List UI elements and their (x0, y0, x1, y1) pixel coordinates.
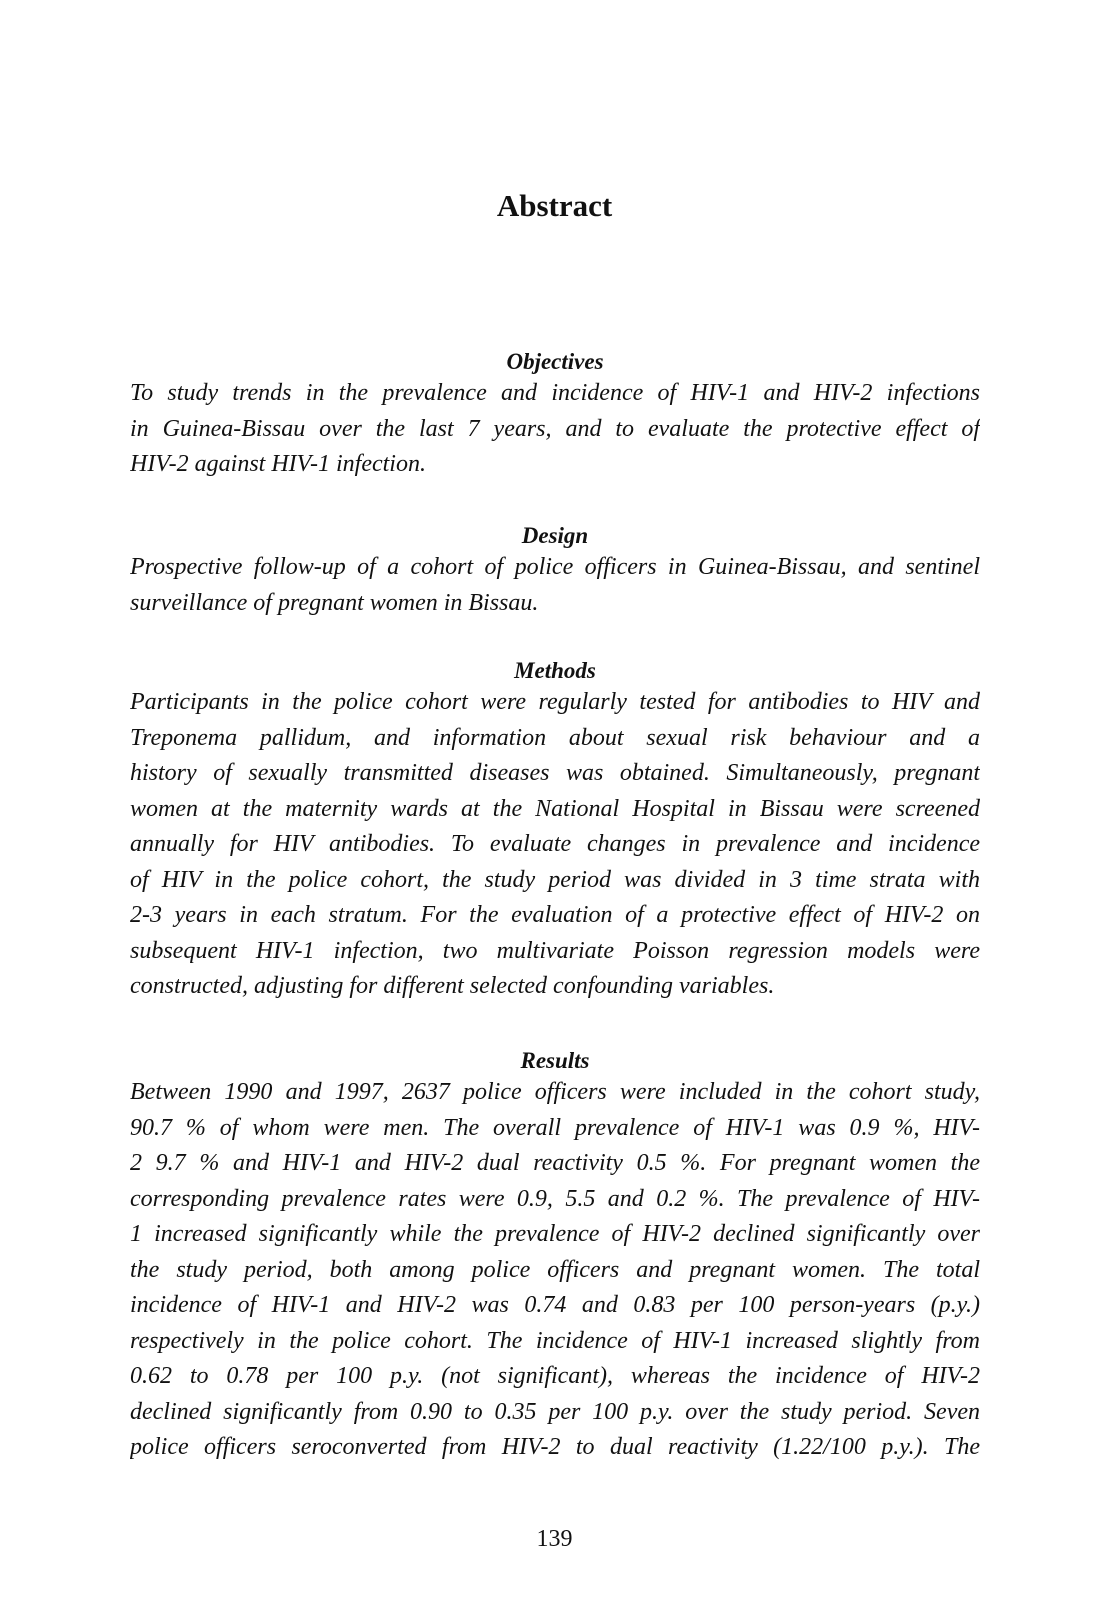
section-results (130, 1046, 980, 1466)
body-line: 2 9.7 % and HIV-1 and HIV-2 dual reactivity 0.5 %. For pregnant women the (130, 1150, 980, 1176)
body-line: Treponema pallidum, and information about sexual risk behaviour and a (130, 724, 980, 751)
page-title: Abstract (496, 188, 613, 223)
body-line: 1 increased significantly while the prevalence of HIV-2 declined significantly over (130, 1221, 980, 1247)
body-line: 0.62 to 0.78 per 100 p.y. (not significant), whereas the incidence of HIV-2 (130, 1363, 980, 1389)
body-line: Participants in the police cohort were regularly tested for antibodies to HIV and (130, 689, 980, 715)
body-line: declined significantly from 0.90 to 0.35 per 100 p.y. over the study period. Seven (130, 1398, 980, 1425)
body-line: 2-3 years in each stratum. For the evaluation of a protective effect of HIV-2 on (130, 902, 980, 928)
body-line: annually for HIV antibodies. To evaluate changes in prevalence and incidence (130, 831, 980, 857)
section-methods (130, 656, 980, 1005)
body-line: Between 1990 and 1997, 2637 police officers were included in the cohort study, (130, 1079, 980, 1105)
body-line: 90.7 % of whom were men. The overall prevalence of HIV-1 was 0.9 %, HIV- (130, 1114, 980, 1141)
body-line: subsequent HIV-1 infection, two multivariate Poisson regression models were (130, 937, 980, 964)
body-line: respectively in the police cohort. The incidence of HIV-1 increased slightly from (130, 1327, 980, 1354)
body-line: women at the maternity wards at the National Hospital in Bissau were screened (130, 795, 980, 822)
methods-heading: Methods (514, 658, 596, 683)
body-line: police officers seroconverted from HIV-2 to dual reactivity (1.22/100 p.y.). The (130, 1434, 980, 1460)
results-heading: Results (520, 1048, 590, 1073)
design-body (130, 550, 980, 621)
body-line: Prospective follow-up of a cohort of police officers in Guinea-Bissau, and sentinel (130, 554, 980, 580)
objectives-heading: Objectives (506, 349, 604, 374)
body-line: history of sexually transmitted diseases was obtained. Simultaneously, pregnant (130, 760, 980, 786)
results-body (130, 1075, 980, 1466)
body-line: the study period, both among police officers and pregnant women. The total (130, 1256, 980, 1283)
body-line: of HIV in the police cohort, the study period was divided in 3 time strata with (130, 866, 980, 893)
methods-body (130, 685, 980, 1005)
section-objectives (130, 347, 980, 483)
section-design (130, 521, 980, 621)
body-line: surveillance of pregnant women in Bissau. (130, 589, 539, 616)
body-line: constructed, adjusting for different selected confounding variables. (130, 973, 775, 999)
body-line: corresponding prevalence rates were 0.9, 5.5 and 0.2 %. The prevalence of HIV- (130, 1185, 980, 1212)
design-heading: Design (521, 523, 589, 548)
body-line: To study trends in the prevalence and incidence of HIV-1 and HIV-2 infections (130, 380, 980, 406)
body-line: HIV-2 against HIV-1 infection. (130, 451, 426, 477)
body-line: in Guinea-Bissau over the last 7 years, and to evaluate the protective effect of (130, 415, 980, 442)
body-line: incidence of HIV-1 and HIV-2 was 0.74 and 0.83 per 100 person-years (p.y.) (130, 1292, 980, 1318)
page-number: 139 (536, 1526, 573, 1552)
objectives-body (130, 376, 980, 483)
